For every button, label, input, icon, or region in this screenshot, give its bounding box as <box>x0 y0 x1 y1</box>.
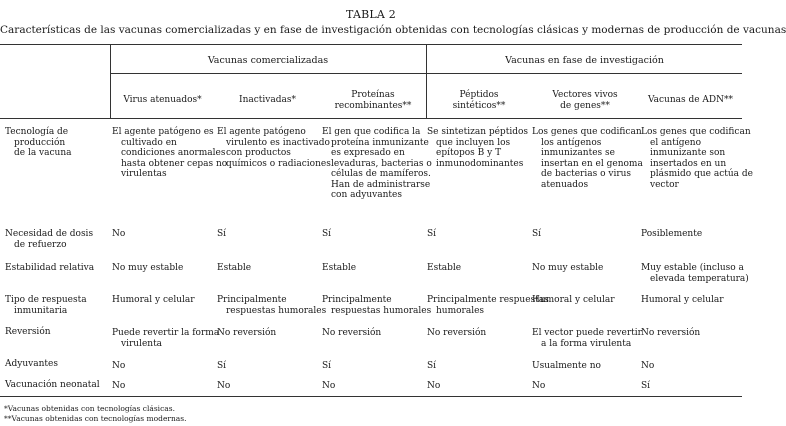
table-cell: Principalmente respuestas humorales <box>427 295 549 316</box>
row-label-respuesta: Tipo de respuesta inmunitaria <box>5 295 87 316</box>
table-cell: Sí <box>427 361 437 371</box>
table-cell: No <box>112 229 126 239</box>
table-cell: El agente patógeno es cultivado en condiciones anormales hasta obtener cepas no virulentas <box>112 127 228 179</box>
table-cell: Principalmente respuestas humorales <box>322 295 432 316</box>
row-label-estabilidad: Estabilidad relativa <box>5 263 95 273</box>
table-cell: Estable <box>322 263 357 273</box>
table-cell: Se sintetizan péptidos que incluyen los epítopos B y T inmunodominantes <box>427 127 528 169</box>
table-cell: Usualmente no <box>532 361 601 371</box>
table-cell: El gen que codifica la proteína inmunizante es expresado en levaduras, bacterias o células de mamíferos. Han de administrarse con adyuvantes <box>322 127 432 200</box>
table-cell: No <box>217 381 231 391</box>
table-cell: Humoral y celular <box>112 295 195 305</box>
table-cell: Los genes que codifican los antígenos inmunizantes se insertan en el genoma de bacterias o virus atenuados <box>532 127 643 190</box>
row-label-reversion: Reversión <box>5 327 51 337</box>
table-cell: Muy estable (incluso a elevada temperatura) <box>641 263 749 284</box>
column-header-proteinas: Proteínas recombinantes** <box>334 90 412 111</box>
table-cell: Sí <box>532 229 542 239</box>
table-cell: No reversión <box>217 328 277 338</box>
column-header-virus-atenuados: Virus atenuados* <box>123 95 202 105</box>
group-header-commercial: Vacunas comercializadas <box>207 55 329 66</box>
table-cell: Puede revertir la forma virulenta <box>112 328 220 349</box>
table-cell: No <box>532 381 546 391</box>
table-number: TABLA 2 <box>346 8 396 21</box>
table-cell: No <box>641 361 655 371</box>
table-cell: Sí <box>322 229 332 239</box>
row-label-refuerzo: Necesidad de dosis de refuerzo <box>5 229 94 250</box>
table-cell: Los genes que codifican el antígeno inmunizante son insertados en un plásmido que actúa de vector <box>641 127 753 190</box>
table-cell: Sí <box>427 229 437 239</box>
header-bottom-rule <box>0 118 742 119</box>
table-cell: No <box>112 381 126 391</box>
table-cell: Estable <box>217 263 252 273</box>
row-label-tecnologia: Tecnología de producción de la vacuna <box>5 127 72 158</box>
table-cell: No reversión <box>322 328 382 338</box>
table-cell: Sí <box>217 361 227 371</box>
table-cell: No muy estable <box>112 263 184 273</box>
table-cell: Posiblemente <box>641 229 703 239</box>
footnote-modern: **Vacunas obtenidas con tecnologías modernas. <box>4 414 187 423</box>
footnote-classic: *Vacunas obtenidas con tecnologías clásicas. <box>4 404 175 413</box>
table-cell: Humoral y celular <box>532 295 615 305</box>
column-header-peptidos: Péptidos sintéticos** <box>452 90 506 111</box>
table-cell: Estable <box>427 263 462 273</box>
table-cell: No <box>112 361 126 371</box>
table-cell: No reversión <box>641 328 701 338</box>
group-header-research: Vacunas en fase de investigación <box>505 55 664 66</box>
table-cell: Humoral y celular <box>641 295 724 305</box>
table-cell: No reversión <box>427 328 487 338</box>
column-header-inactivadas: Inactivadas* <box>239 95 296 105</box>
table-cell: No <box>427 381 441 391</box>
row-label-neonatal: Vacunación neonatal <box>5 380 100 390</box>
table-cell: No <box>322 381 336 391</box>
table-caption: Características de las vacunas comercializadas y en fase de investigación obtenidas con tecnologías clásicas y modernas de producción de vacunas <box>0 24 786 36</box>
table-cell: El vector puede revertir a la forma virulenta <box>532 328 642 349</box>
column-header-adn: Vacunas de ADN** <box>647 95 734 105</box>
table-cell: Principalmente respuestas humorales <box>217 295 327 316</box>
table-cell: El agente patógeno virulento es inactivado con productos químicos o radiaciones <box>217 127 331 169</box>
table-cell: Sí <box>217 229 227 239</box>
top-rule <box>0 44 742 45</box>
footer-rule <box>0 396 742 397</box>
column-header-vectores: Vectores vivos de genes** <box>552 90 618 111</box>
row-label-adyuvantes: Adyuvantes <box>5 359 58 369</box>
table-cell: No muy estable <box>532 263 604 273</box>
table-cell: Sí <box>641 381 651 391</box>
table-cell: Sí <box>322 361 332 371</box>
